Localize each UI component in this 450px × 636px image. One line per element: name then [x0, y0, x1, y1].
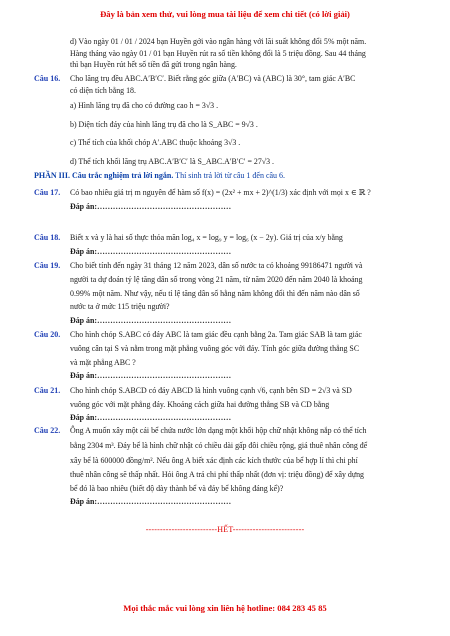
text-line-q22-ans: Đáp án:…………………………………………… [70, 497, 232, 506]
part-3-note: Thí sinh trả lời từ câu 1 đến câu 6. [173, 171, 286, 180]
text-line-q22-3: xây bể là 600000 đồng/m². Nếu ông A biết xác định các kích thước của bể hợp lí thì chi phí [70, 456, 358, 465]
text-line-q20-ans: Đáp án:…………………………………………… [70, 371, 232, 380]
text-line-q21-1: Cho hình chóp S.ABCD có đáy ABCD là hình vuông cạnh √6, cạnh bên SD = 2√3 và SD [70, 386, 352, 395]
part-3-title: PHẦN III. Câu trắc nghiệm trả lời ngắn. [34, 171, 174, 180]
question-label-cau22: Câu 22. [34, 426, 61, 435]
text-line-q17-ans: Đáp án:…………………………………………… [70, 202, 232, 211]
text-line-q16-1: Cho lăng trụ đều ABC.A′B′C′. Biết rằng góc giữa (A′BC) và (ABC) là 30°, tam giác A′BC [70, 74, 356, 83]
text-line-q19-ans: Đáp án:…………………………………………… [70, 316, 232, 325]
text-line-q16-2: có diện tích bằng 18. [70, 86, 136, 95]
text-line-q21-ans: Đáp án:…………………………………………… [70, 413, 232, 422]
text-line-q22-5: bể đó là bao nhiêu (biết độ dày thành bể và đáy bể không đáng kể)? [70, 484, 284, 493]
question-label-cau21: Câu 21. [34, 386, 61, 395]
text-line-q22-1: Ông A muốn xây một cái bể chứa nước lớn dạng một khối hộp chữ nhật không nắp có thể tích [70, 426, 367, 435]
question-label-cau16: Câu 16. [34, 74, 61, 83]
text-line-q18-ans: Đáp án:…………………………………………… [70, 247, 232, 256]
hotline-footer: Mọi thắc mắc vui lòng xin liên hệ hotline: 084 283 45 85 [123, 603, 327, 613]
text-line-q20-2: vuông cân tại S và nằm trong mặt phẳng vuông góc với đáy. Tính góc giữa đường thẳng SC [70, 344, 360, 353]
question-label-cau17: Câu 17. [34, 188, 61, 197]
question-label-cau19: Câu 19. [34, 261, 61, 270]
text-line-q15d-1: d) Vào ngày 01 / 01 / 2024 bạn Huyền gởi vào ngân hàng với lãi suất không đổi 5% một năm. [70, 37, 367, 46]
preview-banner: Đây là bản xem thử, vui lòng mua tài liệu để xem chi tiết (có lời giải) [100, 9, 350, 19]
text-line-q17-1: Có bao nhiêu giá trị m nguyên để hàm số f(x) = (2x² + mx + 2)^(1/3) xác định với mọi x ∈ ℝ ? [70, 188, 371, 197]
text-line-q21-2: vuông góc với mặt phẳng đáy. Khoảng cách giữa hai đường thẳng SB và CD bằng [70, 400, 330, 409]
text-line-q22-2: bằng 2304 m³. Đáy bể là hình chữ nhật có chiều dài gấp đôi chiều rộng, giá thuê nhân công để [70, 441, 368, 450]
text-line-q19-3: 0.99% một năm. Như vậy, nếu tỉ lệ tăng dân số hằng năm không đổi thì đến năm nào dân số [70, 289, 360, 298]
text-line-q16d: d) Thể tích khối lăng trụ ABC.A′B′C′ là S_ABC.A′B′C′ = 27√3 . [70, 157, 274, 166]
text-line-q15d-2: Hàng tháng vào ngày 01 / 01 bạn Huyền rút ra số tiền không đổi là 5 triệu đồng. Sau 44 tháng [70, 49, 366, 58]
text-line-q22-4: thuê nhân công sẽ thấp nhất. Hỏi ông A trả chi phí thấp nhất (đơn vị: triệu đồng) để xây dựng [70, 470, 364, 479]
text-line-q20-1: Cho hình chóp S.ABC có đáy ABC là tam giác đều cạnh bằng 2a. Tam giác SAB là tam giác [70, 330, 362, 339]
part-3-heading [34, 171, 285, 180]
text-line-q18-1: Biết x và y là hai số thực thỏa mãn log₄ x = log₉ y = log₆ (x − 2y). Giá trị của x/y bằng [70, 233, 343, 242]
end-marker: -------------------------HẾT------------------------- [145, 525, 305, 534]
text-line-q15d-3: thì bạn Huyền rút hết số tiền đã gửi trong ngân hàng. [70, 60, 237, 69]
text-line-q16b: b) Diện tích đáy của hình lăng trụ đã cho là S_ABC = 9√3 . [70, 120, 258, 129]
text-line-q19-4: nước ta ở mức 115 triệu người? [70, 302, 170, 311]
text-line-q20-3: và mặt phẳng ABC ? [70, 358, 136, 367]
question-label-cau18: Câu 18. [34, 233, 61, 242]
text-line-q16a: a) Hình lăng trụ đã cho có đường cao h = 3√3 . [70, 101, 219, 110]
text-line-q19-2: người ta dự đoán tỷ lệ tăng dân số trong vòng 21 năm, từ năm 2020 đến năm 2040 là khoảng [70, 275, 363, 284]
question-label-cau20: Câu 20. [34, 330, 61, 339]
text-line-q19-1: Cho biết tính đến ngày 31 tháng 12 năm 2023, dân số nước ta có khoảng 99186471 người và [70, 261, 363, 270]
text-line-q16c: c) Thể tích của khối chóp A′.ABC thuộc khoảng 3√3 . [70, 138, 241, 147]
